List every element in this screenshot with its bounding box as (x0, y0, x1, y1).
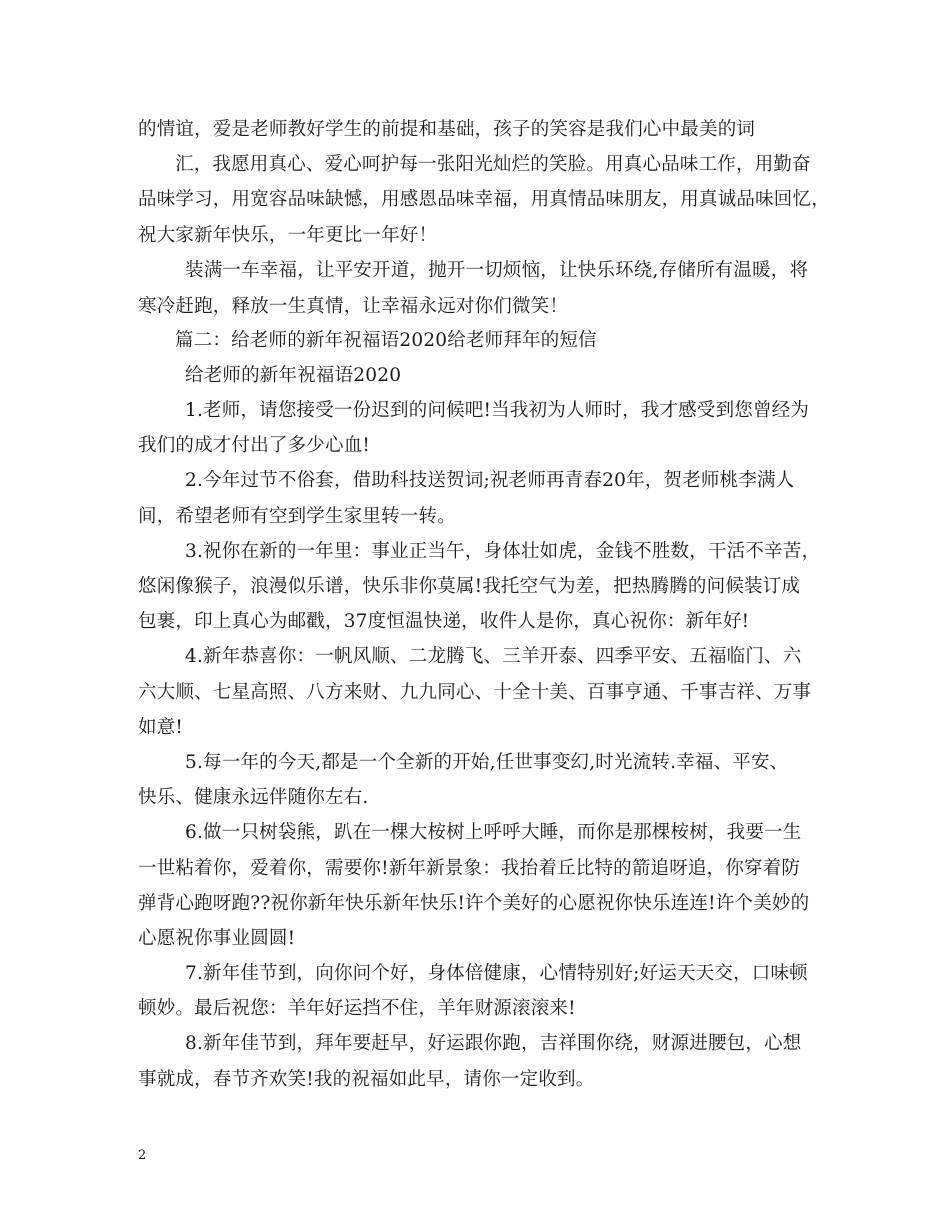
text-line: 祝大家新年快乐，一年更比一年好！ (138, 225, 438, 246)
page-number: 2 (138, 1148, 147, 1163)
text-line: 弹背心跑呀跑??祝你新年快乐新年快乐!许个美好的心愿祝你快乐连连!许个美妙的 (138, 893, 810, 914)
section-subheading: 给老师的新年祝福语2020 (185, 365, 402, 386)
text-line: 包裹，印上真心为邮戳，37度恒温快递，收件人是你，真心祝你：新年好! (138, 611, 750, 632)
text-line: 六大顺、七星高照、八方来财、九九同心、十全十美、百事亨通、千事吉祥、万事 (138, 682, 812, 703)
text-line: 6.做一只树袋熊，趴在一棵大桉树上呼呼大睡，而你是那棵桉树，我要一生 (185, 822, 802, 843)
text-line: 1.老师，请您接受一份迟到的问候吧!当我初为人师时，我才感受到您曾经为 (185, 400, 810, 421)
text-line: 3.祝你在新的一年里：事业正当午，身体壮如虎，金钱不胜数，干活不辛苦， (185, 541, 821, 562)
text-line: 7.新年佳节到，向你问个好，身体倍健康，心情特别好;好运天天交，口味顿 (185, 963, 808, 984)
text-line: 2.今年过节不俗套，借助科技送贺词;祝老师再青春20年，贺老师桃李满人 (185, 470, 795, 491)
text-line: 如意! (138, 717, 184, 738)
text-line: 5.每一年的今天,都是一个全新的开始,任世事变幻,时光流转.幸福、平安、 (185, 752, 789, 773)
text-line: 4.新年恭喜你：一帆风顺、二龙腾飞、三羊开泰、四季平安、五福临门、六 (185, 646, 802, 667)
text-line: 事就成，春节齐欢笑!我的祝福如此早，请你一定收到。 (138, 1069, 595, 1090)
text-line: 寒冷赶跑，释放一生真情，让幸福永远对你们微笑！ (138, 296, 569, 317)
section-heading: 篇二：给老师的新年祝福语2020给老师拜年的短信 (175, 330, 597, 351)
text-line: 快乐、健康永远伴随你左右. (138, 787, 369, 808)
text-line: 间，希望老师有空到学生家里转一转。 (138, 506, 456, 527)
text-line: 装满一车幸福，让平安开道，抛开一切烦恼，让快乐环绕,存储所有温暖，将 (185, 260, 809, 281)
text-line: 的情谊，爱是老师教好学生的前提和基础，孩子的笑容是我们心中最美的词 (138, 119, 756, 140)
text-line: 一世粘着你，爱着你，需要你!新年新景象：我抬着丘比特的箭追呀追，你穿着防 (138, 858, 801, 879)
text-line: 心愿祝你事业圆圆! (138, 928, 296, 949)
text-line: 顿妙。最后祝您：羊年好运挡不住，羊年财源滚滚来! (138, 998, 576, 1019)
text-line: 8.新年佳节到，拜年要赶早，好运跟你跑，吉祥围你绕，财源进腰包，心想 (185, 1033, 802, 1054)
text-line: 悠闲像猴子，浪漫似乐谱，快乐非你莫属!我托空气为差，把热腾腾的问候装订成 (138, 576, 801, 597)
text-line: 品味学习，用宽容品味缺憾，用感恩品味幸福，用真情品味朋友，用真诚品味回忆， (138, 189, 830, 210)
text-line: 汇，我愿用真心、爱心呵护每一张阳光灿烂的笑脸。用真心品味工作，用勤奋 (175, 154, 811, 175)
text-line: 我们的成才付出了多少心血! (138, 435, 371, 456)
